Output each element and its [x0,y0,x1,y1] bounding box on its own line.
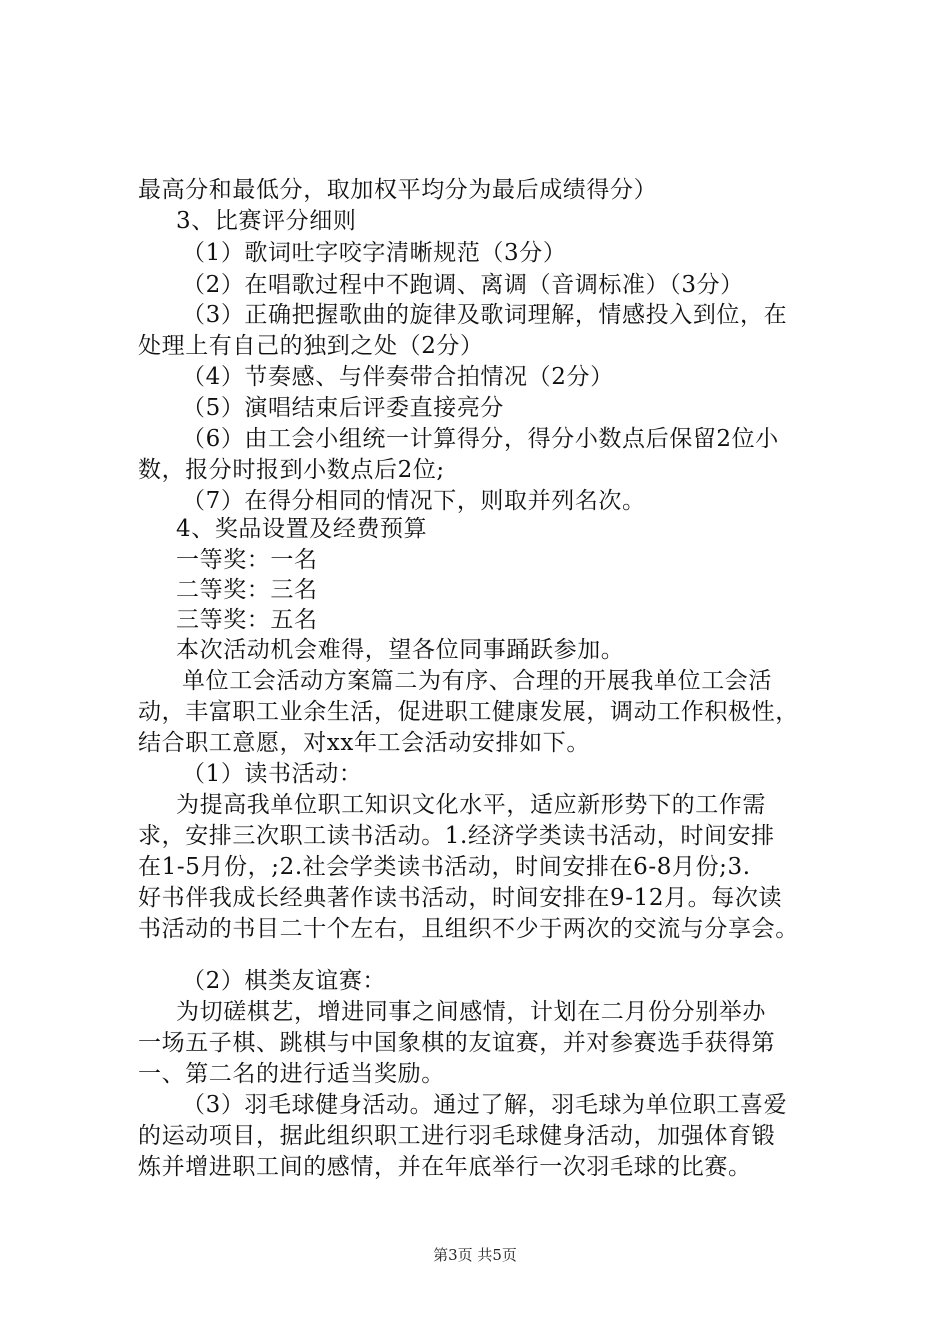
rule-item-6-continued: 数，报分时报到小数点后2位; [138,457,445,483]
rule-item-5: （5）演唱结束后评委直接亮分 [182,395,505,421]
rule-item-7: （7）在得分相同的情况下，则取并列名次。 [182,488,646,514]
badminton-paragraph-line-3: 炼并增进职工间的感情，并在年底举行一次羽毛球的比赛。 [138,1154,752,1180]
plan-two-intro-line-2: 动，丰富职工业余生活，促进职工健康发展，调动工作积极性， [138,699,799,725]
prize-third: 三等奖：五名 [176,607,318,633]
rule-item-2: （2）在唱歌过程中不跑调、离调（音调标准）（3分） [182,272,744,298]
badminton-paragraph-line-1: （3）羽毛球健身活动。通过了解，羽毛球为单位职工喜爱 [182,1092,788,1118]
reading-paragraph-line-5: 书活动的书目二十个左右，且组织不少于两次的交流与分享会。 [138,916,799,942]
prize-first: 一等奖：一名 [176,547,318,573]
plan-two-intro: 单位工会活动方案篇二为有序、合理的开展我单位工会活 [182,668,772,694]
activity-heading-reading: （1）读书活动： [182,761,363,787]
rule-item-3-continued: 处理上有自己的独到之处（2分） [138,333,484,359]
chess-paragraph-line-2: 一场五子棋、跳棋与中国象棋的友谊赛，并对参赛选手获得第 [138,1030,776,1056]
reading-paragraph-line-4: 好书伴我成长经典著作读书活动，时间安排在9-12月。每次读 [138,885,783,911]
section-heading-scoring-rules: 3、比赛评分细则 [176,208,357,234]
activity-heading-chess: （2）棋类友谊赛： [182,968,387,994]
plan-two-intro-line-3: 结合职工意愿，对xx年工会活动安排如下。 [138,730,590,756]
reading-paragraph-line-2: 求，安排三次职工读书活动。1.经济学类读书活动，时间安排 [138,823,775,849]
closing-paragraph: 本次活动机会难得，望各位同事踊跃参加。 [176,637,625,663]
chess-paragraph-line-3: 一、第二名的进行适当奖励。 [138,1061,445,1087]
rule-item-4: （4）节奏感、与伴奏带合拍情况（2分） [182,364,614,390]
page-footer: 第3页 共5页 [433,1246,517,1264]
prize-second: 二等奖：三名 [176,577,318,603]
reading-paragraph-line-1: 为提高我单位职工知识文化水平，适应新形势下的工作需 [176,792,766,818]
section-heading-prizes: 4、奖品设置及经费预算 [176,516,428,542]
rule-item-1: （1）歌词吐字咬字清晰规范（3分） [182,240,567,266]
rule-item-3: （3）正确把握歌曲的旋律及歌词理解，情感投入到位，在 [182,302,788,328]
rule-item-6: （6）由工会小组统一计算得分，得分小数点后保留2位小 [182,426,779,452]
text-line-1: 最高分和最低分，取加权平均分为最后成绩得分） [138,177,658,203]
reading-paragraph-line-3: 在1-5月份，;2.社会学类读书活动，时间安排在6-8月份;3. [138,854,751,880]
chess-paragraph-line-1: 为切磋棋艺，增进同事之间感情，计划在二月份分别举办 [176,999,766,1025]
badminton-paragraph-line-2: 的运动项目，据此组织职工进行羽毛球健身活动，加强体育锻 [138,1123,776,1149]
